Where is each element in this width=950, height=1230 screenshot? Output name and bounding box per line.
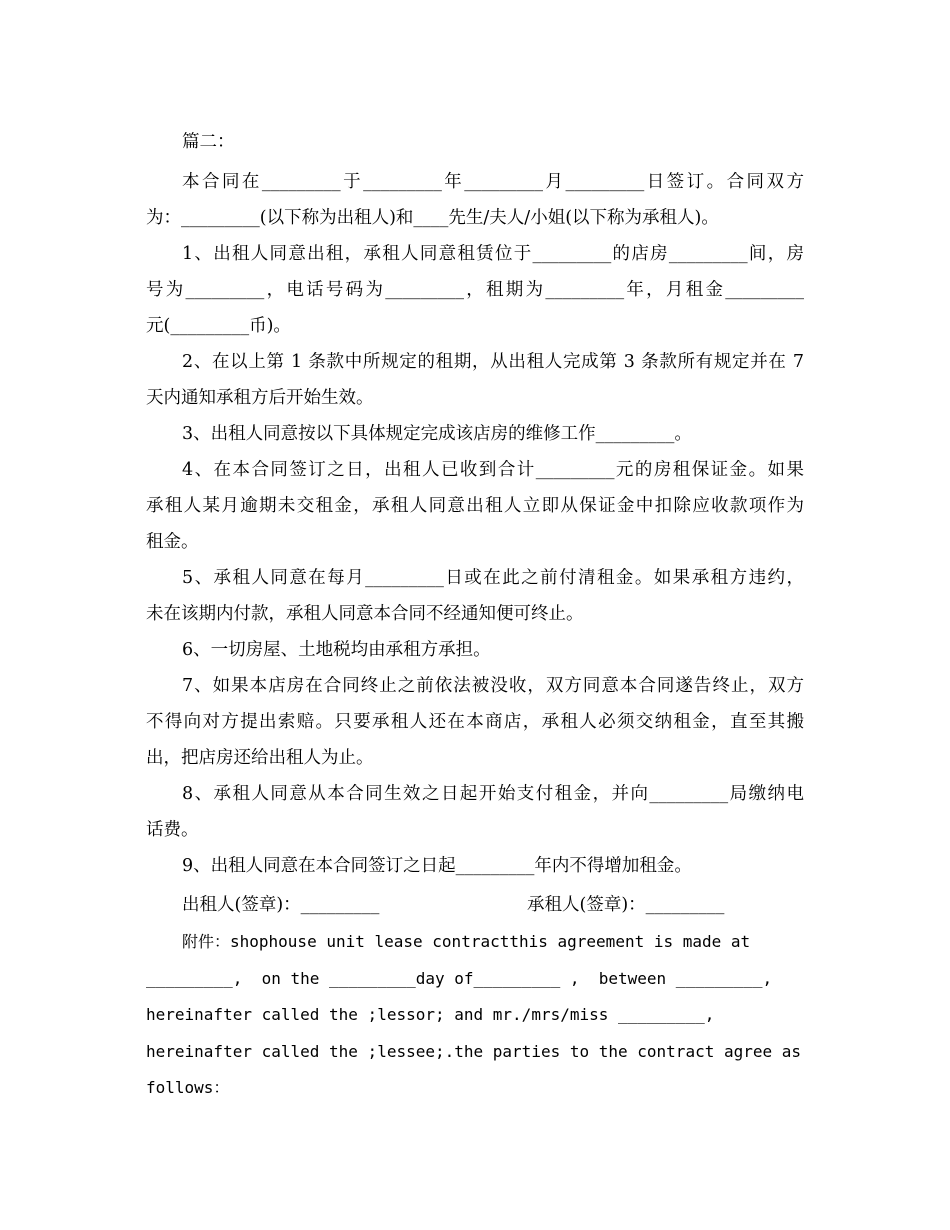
clause-5-line: 未在该期内付款，承租人同意本合同不经通知便可终止。 xyxy=(146,604,584,624)
clause-2-line: 天内通知承租方后开始生效。 xyxy=(146,388,374,408)
clause-5-line: 5、承租人同意在每月_________日或在此之前付清租金。如果承租方违约， xyxy=(182,568,804,588)
lessee-signature: 承租人(签章)：_________ xyxy=(527,895,725,915)
clause-1-line: 号为_________，电话号码为_________，租期为_________年，月租金_________ xyxy=(146,280,804,300)
clause-4-line: 承租人某月逾期未交租金，承租人同意出租人立即从保证金中扣除应收款项作为 xyxy=(146,496,804,516)
appendix-line: hereinafter called the ;lessee;.the parties to the contract agree as xyxy=(146,1042,802,1061)
clause-7-line: 7、如果本店房在合同终止之前依法被没收，双方同意本合同遂告终止，双方 xyxy=(182,676,804,696)
clause-1-line: 1、出租人同意出租，承租人同意租赁位于_________的店房_________间，房 xyxy=(182,244,804,264)
appendix-line: hereinafter called the ;lessor; and mr./mrs/miss _________, xyxy=(146,1005,715,1024)
section-heading: 篇二： xyxy=(182,132,235,152)
clause-1-line: 元(_________币)。 xyxy=(146,316,291,336)
appendix-line: 附件：shophouse unit lease contractthis agreement is made at xyxy=(182,932,751,951)
clause-7-line: 出，把店房还给出租人为止。 xyxy=(146,748,374,768)
contract-line: 为：_________(以下称为出租人)和____先生/夫人/小姐(以下称为承租人)。 xyxy=(146,208,719,228)
clause-6-line: 6、一切房屋、土地税均由承租方承担。 xyxy=(182,640,491,660)
clause-7-line: 不得向对方提出索赔。只要承租人还在本商店，承租人必须交纳租金，直至其搬 xyxy=(146,712,804,732)
clause-2-line: 2、在以上第 1 条款中所规定的租期，从出租人完成第 3 条款所有规定并在 7 xyxy=(182,352,804,372)
clause-4-line: 租金。 xyxy=(146,532,199,552)
clause-4-line: 4、在本合同签订之日，出租人已收到合计_________元的房租保证金。如果 xyxy=(182,460,804,480)
contract-line: 本合同在_________于_________年_________月_________日签订。合同双方 xyxy=(182,172,804,192)
clause-9-line: 9、出租人同意在本合同签订之日起_________年内不得增加租金。 xyxy=(182,856,692,876)
clause-8-line: 8、承租人同意从本合同生效之日起开始支付租金，并向_________局缴纳电 xyxy=(182,784,804,804)
appendix-line: _________, on the _________day of_________ , between _________, xyxy=(146,969,773,988)
clause-8-line: 话费。 xyxy=(146,820,199,840)
lessor-signature: 出租人(签章)：_________ xyxy=(182,895,380,915)
appendix-line: follows： xyxy=(146,1078,230,1097)
clause-3-line: 3、出租人同意按以下具体规定完成该店房的维修工作_________。 xyxy=(182,424,692,444)
